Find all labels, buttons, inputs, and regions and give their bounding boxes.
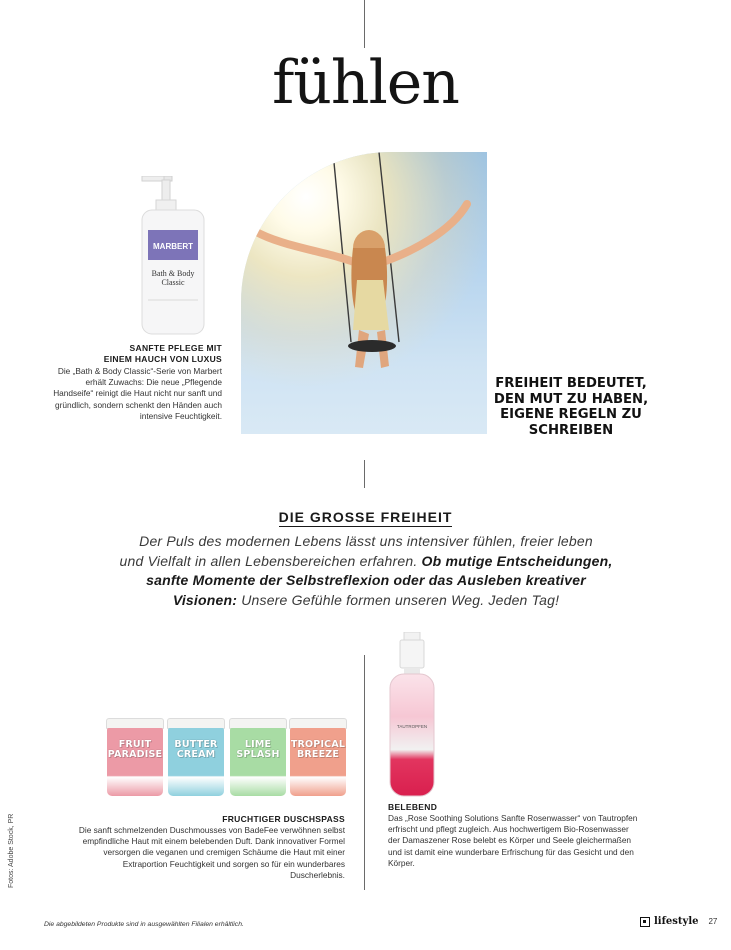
jar-label-line2: CREAM xyxy=(176,749,216,760)
jar-label xyxy=(167,740,225,760)
intro-line-4-regular: Unsere Gefühle formen unseren Weg. Jeden Tag! xyxy=(237,591,560,608)
divider-line-bottom xyxy=(364,655,365,890)
intro-paragraph xyxy=(90,532,642,610)
jar-label xyxy=(106,740,164,760)
soap-caption-title-2: EINEM HAUCH VON LUXUS xyxy=(103,354,222,364)
jar-label-line1: TROPICAL xyxy=(290,739,346,750)
soap-bottle-line1: Bath & Body xyxy=(151,269,195,278)
soap-caption xyxy=(52,343,222,422)
soap-caption-title-1: SANFTE PFLEGE MIT xyxy=(129,343,222,353)
rose-bottle-brand: TAUTROPFEN xyxy=(396,724,428,729)
quote-line-2: DEN MUT ZU HABEN, xyxy=(493,391,649,407)
quote-line-3: EIGENE REGELN ZU xyxy=(500,407,642,422)
jar-label-line2: BREEZE xyxy=(296,749,340,760)
rose-caption xyxy=(388,802,638,869)
intro-line-4 xyxy=(90,591,642,611)
jar-label-line2: PARADISE xyxy=(107,749,163,760)
divider-line-middle xyxy=(364,460,365,488)
quote-line-4: SCHREIBEN xyxy=(528,422,614,438)
shower-caption-text: Die sanft schmelzenden Duschmousses von BadeFee verwöhnen selbst empfindliche Haut mit einem belebenden Duft. Dank innovativer Formel versorgen die veganen und cremigen Schäume die Haut mit einer Extraportion Feuchtigkeit und sorgen so für ein wunderbares Duscherlebnis. xyxy=(78,825,345,880)
intro-line-2 xyxy=(90,552,642,572)
jar-label-line1: BUTTER xyxy=(174,739,218,750)
footer-brand xyxy=(640,916,717,927)
jar-label-line1: FRUIT xyxy=(118,739,152,750)
jar-label xyxy=(289,740,347,760)
photo-credit: Fotos: Adobe Stock, PR xyxy=(8,813,15,888)
jar-fruit-paradise xyxy=(106,718,164,796)
shower-caption-title: FRUCHTIGER DUSCHSPASS xyxy=(222,814,345,824)
soap-bottle-line2: Classic xyxy=(161,278,185,287)
jar-label xyxy=(229,740,287,760)
hero-photo-swing xyxy=(241,152,487,434)
brand-name: lifestyle xyxy=(654,916,699,927)
tautropfen-rose-spray-bottle xyxy=(386,632,438,798)
soap-bottle-brand: MARBERT xyxy=(153,242,193,251)
swing-figure-illustration xyxy=(241,152,487,434)
quote-line-1: FREIHEIT BEDEUTET, xyxy=(495,376,647,391)
intro-line-2-regular: und Vielfalt in allen Lebensbereichen erfahren. xyxy=(119,552,422,569)
jar-lime-splash xyxy=(229,718,287,796)
jar-label-line1: LIME xyxy=(244,739,272,750)
jar-tropical-breeze xyxy=(289,718,347,796)
pull-quote xyxy=(472,376,670,438)
page-title: fühlen xyxy=(272,48,459,118)
section-heading xyxy=(0,501,731,529)
intro-line-1: Der Puls des modernen Lebens lässt uns intensiver fühlen, freier leben xyxy=(139,533,593,549)
jar-label-line2: SPLASH xyxy=(236,749,280,760)
divider-line-top xyxy=(364,0,365,48)
rose-caption-title: BELEBEND xyxy=(388,802,438,812)
page-number: 27 xyxy=(708,917,718,926)
shower-caption xyxy=(75,814,345,881)
marbert-soap-bottle xyxy=(138,176,208,336)
jar-butter-cream xyxy=(167,718,225,796)
intro-line-4-bold: Visionen: xyxy=(172,591,238,608)
section-heading-text: DIE GROSSE FREIHEIT xyxy=(278,509,453,525)
intro-line-2-bold: Ob mutige Entscheidungen, xyxy=(421,552,613,569)
soap-caption-text: Die „Bath & Body Classic“-Serie von Marbert erhält Zuwachs: Die neue „Pflegende Handseife“ reinigt die Haut nicht nur sanft und gründlich, sondern schenkt den Händen auch intensive Feuchtigkeit. xyxy=(53,366,222,421)
rose-caption-text: Das „Rose Soothing Solutions Sanfte Rosenwasser“ von Tautropfen erfrischt und pflegt zugleich. Aus hochwertigem Bio-Rosenwasser der Damaszener Rose belebt es Körper und Seele gleichermaßen und ist damit eine wunderbare Erfrischung für das Gesicht und den Körper. xyxy=(388,813,638,868)
intro-line-3: sanfte Momente der Selbstreflexion oder das Ausleben kreativer xyxy=(146,572,586,588)
lifestyle-logo-icon xyxy=(640,917,650,927)
footnote: Die abgebildeten Produkte sind in ausgewählten Filialen erhältlich. xyxy=(44,921,244,928)
